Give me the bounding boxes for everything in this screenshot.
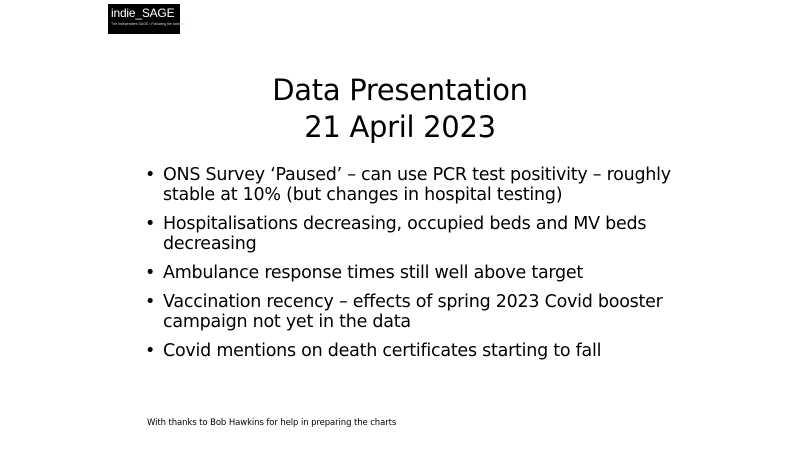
logo-tagline: The Independent SAGE • Following the science — [111, 22, 185, 26]
bullet-list — [145, 165, 725, 370]
indie-sage-logo — [108, 4, 185, 34]
bullet-item-ambulance: • Ambulance response times still well above target — [145, 263, 725, 283]
acknowledgement-note: With thanks to Bob Hawkins for help in preparing the charts — [147, 418, 397, 428]
slide-title-line-2: 21 April 2023 — [304, 110, 496, 144]
bullet-item-vaccination: • Vaccination recency – effects of spring 2023 Covid booster campaign not yet in the data — [145, 292, 725, 332]
slide-title — [0, 72, 800, 146]
bullet-item-hospitalisations: • Hospitalisations decreasing, occupied beds and MV beds decreasing — [145, 214, 725, 254]
bullet-item-death-certificates: • Covid mentions on death certificates starting to fall — [145, 341, 725, 361]
logo-name: indie_SAGE — [111, 6, 175, 20]
slide-title-line-1: Data Presentation — [272, 73, 528, 107]
bullet-item-ons-survey: • ONS Survey ‘Paused’ – can use PCR test positivity – roughly stable at 10% (but changes in hospital testing) — [145, 165, 725, 205]
